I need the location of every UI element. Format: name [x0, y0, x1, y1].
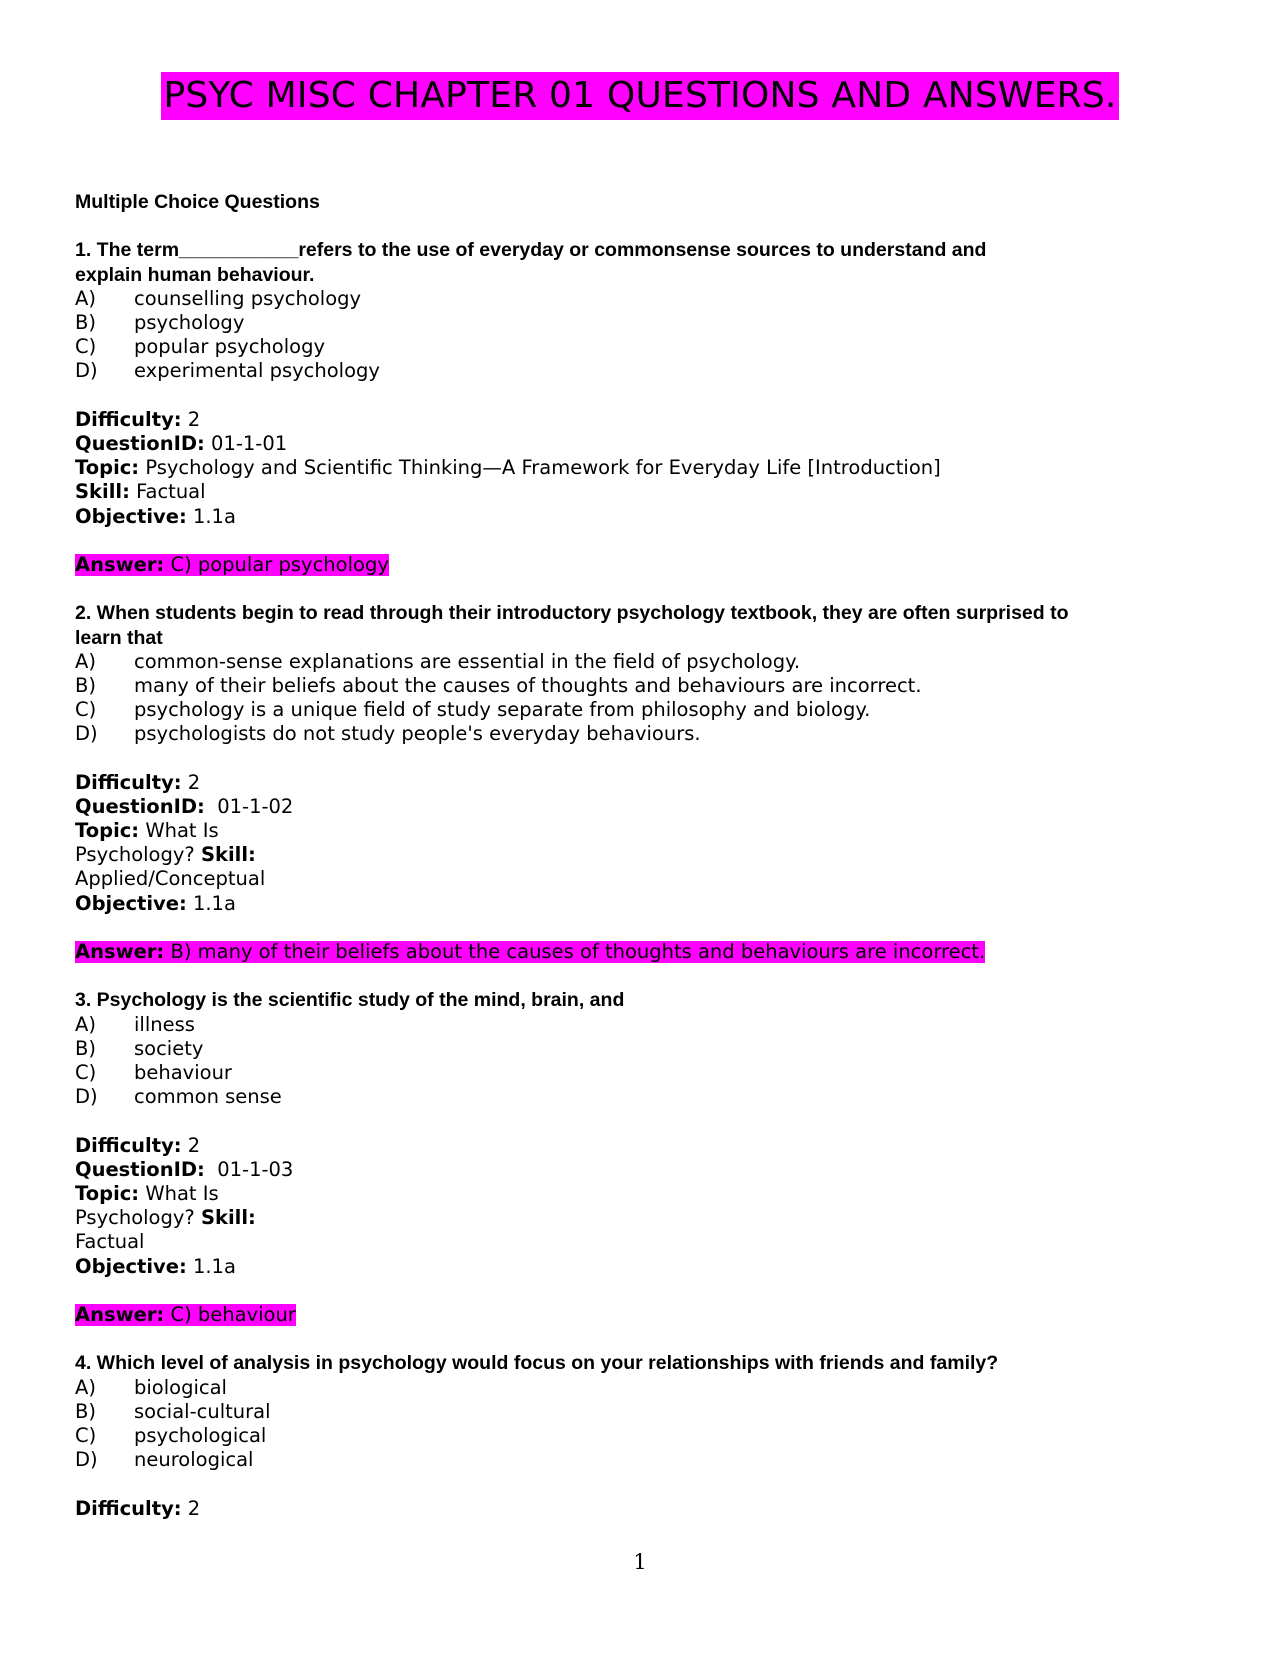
document-title: PSYC MISC CHAPTER 01 QUESTIONS AND ANSWERS.: [161, 72, 1118, 120]
difficulty-line: [75, 771, 1175, 795]
objective-value: 1.1a: [192, 1254, 236, 1278]
answer-line: [75, 553, 1175, 577]
title-container: [0, 72, 1280, 120]
topic-skill-line: [75, 819, 280, 892]
spacer: [75, 214, 1175, 238]
topic-value: What Is Psychology?: [75, 819, 219, 867]
answer-label: Answer:: [75, 940, 165, 964]
spacer: [75, 1327, 1175, 1351]
spacer: [75, 384, 1175, 408]
option: [75, 674, 1175, 698]
option-letter: C): [75, 1061, 97, 1085]
skill-value: Factual: [136, 480, 206, 504]
option-text: experimental psychology: [134, 359, 380, 383]
topic-label: Topic:: [75, 1182, 140, 1205]
option-text: social-cultural: [134, 1399, 271, 1423]
difficulty-line: [75, 1497, 1175, 1521]
skill-value: Applied/Conceptual: [75, 867, 266, 891]
spacer: [75, 964, 1175, 988]
option: [75, 311, 1175, 335]
option: [75, 722, 1175, 746]
option-text: society: [134, 1036, 204, 1060]
option-text: biological: [134, 1375, 227, 1399]
option: [75, 1013, 1175, 1037]
question-id-line: [75, 1158, 1175, 1182]
option: [75, 1424, 1175, 1448]
option-text: common-sense explanations are essential in the field of psychology.: [134, 649, 801, 673]
option-text: behaviour: [134, 1061, 232, 1085]
answer-highlight: [75, 1304, 296, 1326]
option: [75, 1037, 1175, 1061]
question-id-value: 01-1-01: [211, 431, 288, 455]
topic-skill-line: [75, 1182, 280, 1255]
option-letter: A): [75, 1375, 96, 1399]
option: [75, 1061, 1175, 1085]
question-id-label: QuestionID:: [75, 1157, 205, 1181]
answer-line: [75, 940, 1175, 964]
answer-value: C) behaviour: [170, 1303, 296, 1326]
question-text: 1. The term___________refers to the use of everyday or commonsense sources to understand and: [75, 239, 987, 262]
answer-value: C) popular psychology: [170, 552, 389, 576]
question-text: 3. Psychology is the scientific study of the mind, brain, and: [75, 989, 625, 1012]
option-text: many of their beliefs about the causes of thoughts and behaviours are incorrect.: [134, 673, 922, 697]
option-letter: D): [75, 1448, 98, 1472]
question-block: [75, 238, 1175, 601]
question-id-value: 01-1-03: [217, 1157, 294, 1181]
answer-label: Answer:: [75, 1303, 165, 1326]
difficulty-line: [75, 408, 1175, 432]
answer-highlight: [75, 554, 389, 576]
spacer: [75, 746, 1175, 770]
document-body: [75, 182, 1175, 1521]
skill-line: [75, 480, 1175, 504]
option-text: psychologists do not study people's everyday behaviours.: [134, 722, 701, 746]
option: [75, 287, 1175, 311]
difficulty-value: 2: [187, 1496, 201, 1520]
skill-label: Skill:: [200, 1206, 256, 1230]
answer-highlight: [75, 941, 985, 963]
option: [75, 1376, 1175, 1400]
spacer: [75, 916, 1175, 940]
answer-value: B) many of their beliefs about the causes of thoughts and behaviours are incorrect.: [170, 940, 986, 964]
question-id-label: QuestionID:: [75, 794, 205, 818]
option-letter: C): [75, 698, 97, 722]
option-text: psychology is a unique field of study separate from philosophy and biology.: [134, 698, 871, 722]
question-block: [75, 601, 1175, 988]
difficulty-label: Difficulty:: [75, 407, 182, 431]
option: [75, 335, 1175, 359]
option-letter: D): [75, 722, 98, 746]
difficulty-value: 2: [187, 407, 201, 431]
difficulty-value: 2: [187, 1133, 201, 1157]
option: [75, 1400, 1175, 1424]
option-letter: B): [75, 310, 96, 334]
option: [75, 1085, 1175, 1109]
objective-label: Objective:: [75, 504, 187, 528]
option-text: counselling psychology: [134, 286, 362, 310]
spacer: [75, 577, 1175, 601]
objective-line: [75, 1255, 1175, 1279]
answer-label: Answer:: [75, 552, 165, 576]
spacer: [75, 529, 1175, 553]
option-letter: C): [75, 335, 97, 359]
question-text: 4. Which level of analysis in psychology would focus on your relationships with friends and family?: [75, 1352, 999, 1375]
difficulty-label: Difficulty:: [75, 1133, 182, 1157]
objective-line: [75, 892, 1175, 916]
option-text: popular psychology: [134, 335, 325, 359]
option-text: common sense: [134, 1085, 282, 1109]
difficulty-label: Difficulty:: [75, 770, 182, 794]
skill-label: Skill:: [75, 480, 130, 504]
answer-line: [75, 1303, 1175, 1327]
option: [75, 1448, 1175, 1472]
question-id-line: [75, 795, 1175, 819]
skill-value: Factual: [75, 1230, 145, 1254]
option: [75, 650, 1175, 674]
spacer: [75, 1109, 1175, 1133]
difficulty-value: 2: [187, 770, 201, 794]
question-text: 2. When students begin to read through their introductory psychology textbook, they are often surprised to: [75, 602, 1069, 625]
option: [75, 359, 1175, 383]
skill-label: Skill:: [200, 843, 256, 867]
topic-label: Topic:: [75, 456, 140, 480]
objective-value: 1.1a: [192, 504, 236, 528]
question-id-label: QuestionID:: [75, 431, 205, 455]
question-text: explain human behaviour.: [75, 263, 315, 286]
difficulty-label: Difficulty:: [75, 1496, 182, 1520]
option-letter: A): [75, 1012, 96, 1036]
topic-value: What Is Psychology?: [75, 1182, 219, 1230]
question-text: learn that: [75, 626, 163, 649]
objective-line: [75, 505, 1175, 529]
objective-label: Objective:: [75, 1254, 187, 1278]
option-letter: C): [75, 1423, 97, 1447]
option: [75, 698, 1175, 722]
objective-value: 1.1a: [192, 891, 236, 915]
option-text: illness: [134, 1012, 195, 1036]
topic-value: Psychology and Scientific Thinking—A Framework for Everyday Life [Introduction]: [145, 456, 941, 480]
option-text: psychology: [134, 310, 245, 334]
objective-label: Objective:: [75, 891, 187, 915]
option-text: neurological: [134, 1448, 254, 1472]
difficulty-line: [75, 1134, 1175, 1158]
question-id-line: [75, 432, 1175, 456]
spacer: [75, 1279, 1175, 1303]
option-text: psychological: [134, 1423, 267, 1447]
option-letter: B): [75, 1399, 96, 1423]
option-letter: A): [75, 649, 96, 673]
option-letter: B): [75, 673, 96, 697]
option-letter: A): [75, 286, 96, 310]
spacer: [75, 1472, 1175, 1496]
section-title: Multiple Choice Questions: [75, 191, 320, 213]
topic-line: [75, 456, 1175, 480]
option-letter: B): [75, 1036, 96, 1060]
question-block: [75, 1351, 1175, 1520]
question-id-value: 01-1-02: [217, 794, 294, 818]
topic-label: Topic:: [75, 819, 140, 843]
option-letter: D): [75, 1085, 98, 1109]
option-letter: D): [75, 359, 98, 383]
question-block: [75, 988, 1175, 1351]
page-number: 1: [633, 1550, 647, 1574]
